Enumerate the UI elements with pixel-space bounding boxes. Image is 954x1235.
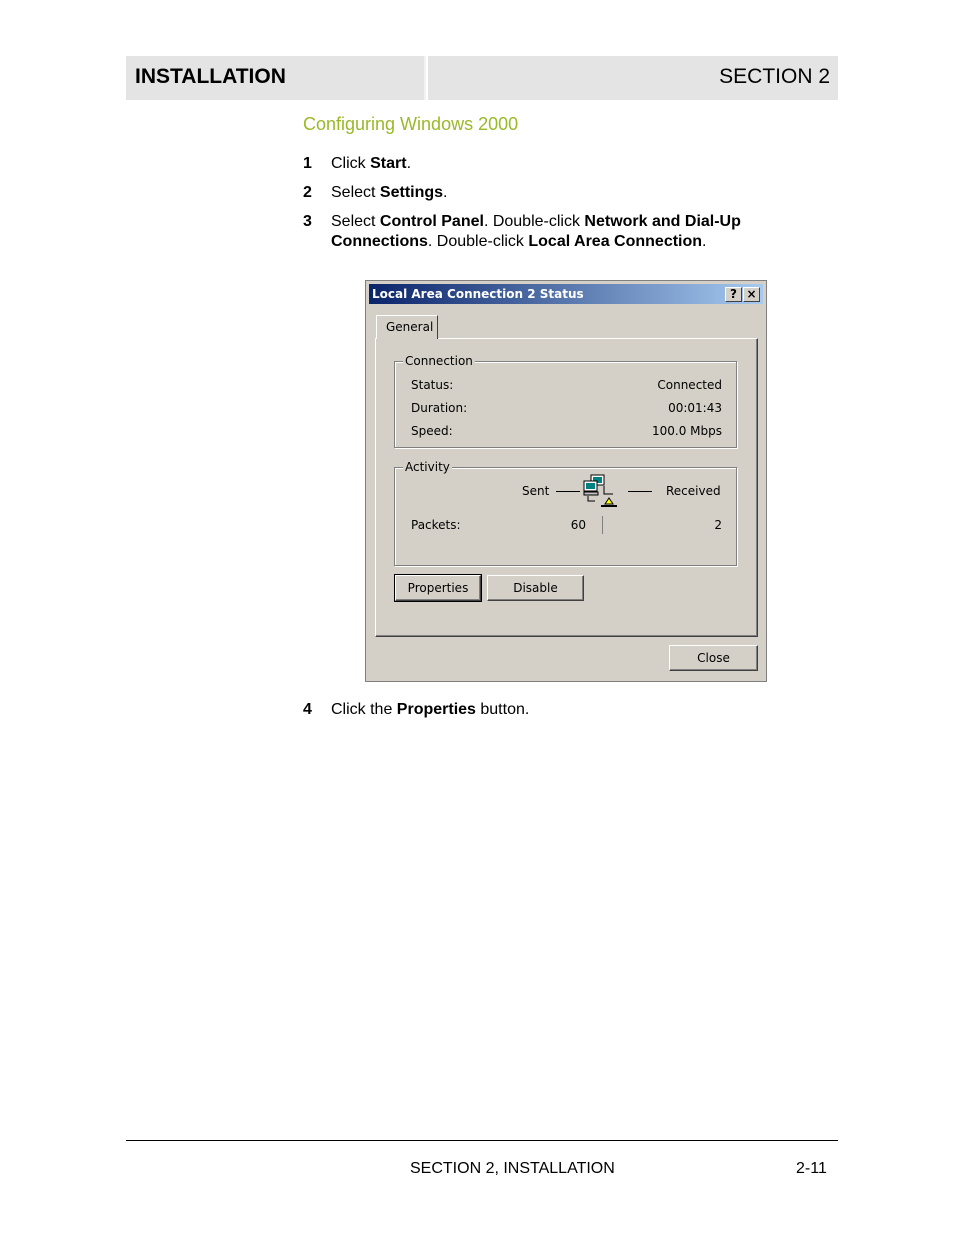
step-number: 3 [303,213,312,230]
footer-rule [126,1140,838,1141]
section-subtitle: Configuring Windows 2000 [303,114,519,134]
disable-button[interactable]: Disable [487,575,584,601]
step-text: Click the Properties button. [331,701,530,718]
speed-value: 100.0 Mbps [651,424,722,438]
status-label: Status: [411,378,454,392]
step-number: 1 [303,155,312,172]
step-text: Click Start. [331,155,412,172]
header-left-block [126,56,426,100]
header-right-block [436,56,838,100]
tab-panel [375,338,758,637]
step-number: 2 [303,184,312,201]
header-title: INSTALLATION [135,65,286,88]
duration-value: 00:01:43 [668,401,722,415]
tab-label: General [386,320,434,334]
sent-line [556,491,580,492]
packets-label: Packets: [411,518,461,532]
header-section: SECTION 2 [719,65,830,88]
close-button[interactable]: Close [669,645,758,671]
received-label: Received [666,484,721,498]
packets-sent-value: 60 [570,518,586,532]
activity-legend: Activity [405,460,450,474]
properties-button[interactable]: Properties [395,575,481,601]
duration-label: Duration: [411,401,468,415]
status-dialog [365,280,767,682]
tab-general[interactable] [376,315,438,339]
step-text: Select Settings. [331,184,448,201]
packets-divider [602,516,603,534]
close-x-button[interactable]: × [743,287,760,302]
received-line [628,491,652,492]
activity-group [394,460,737,566]
network-computers-icon [583,474,623,510]
connection-group [394,354,737,448]
connection-legend: Connection [405,354,473,368]
step-text: Select Control Panel. Double-click Network and Dial-Up Connections. Double-click Local Area Connection. [331,213,741,250]
page-number: 2-11 [796,1160,827,1177]
help-button[interactable]: ? [725,287,742,302]
footer-section: SECTION 2, INSTALLATION [410,1160,615,1177]
packets-received-value: 2 [714,518,722,532]
status-value: Connected [657,378,722,392]
sent-label: Sent [522,484,550,498]
header-divider [428,56,436,100]
dialog-title: Local Area Connection 2 Status [372,287,584,301]
dialog-titlebar [369,284,763,304]
speed-label: Speed: [411,424,453,438]
step-number: 4 [303,701,312,718]
